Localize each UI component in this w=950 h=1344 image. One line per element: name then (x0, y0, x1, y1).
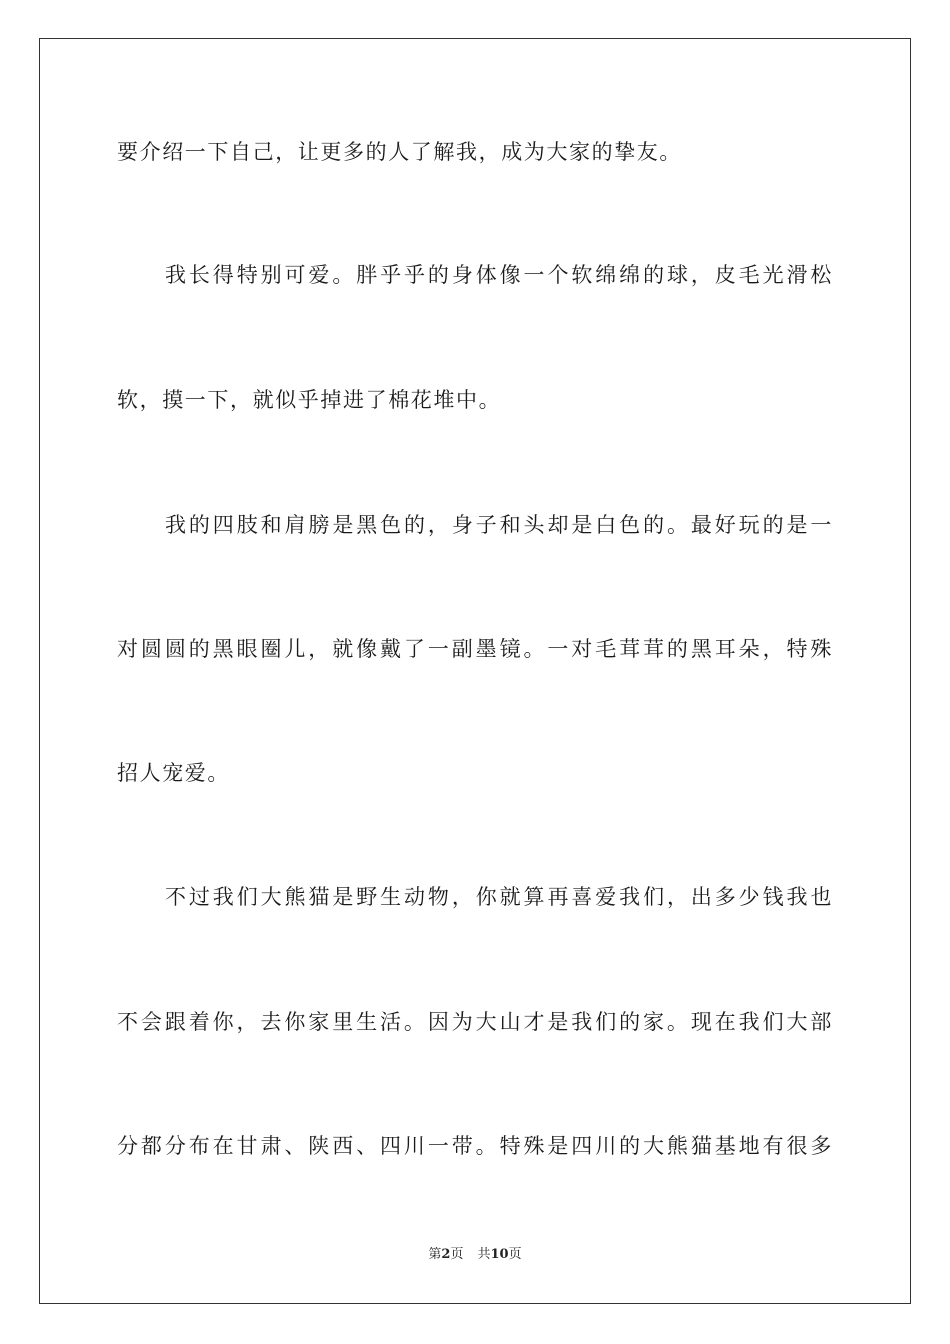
footer-total-pages: 10 (490, 1247, 509, 1262)
text-line-9: 分都分布在甘肃、陕西、四川一带。特殊是四川的大熊猫基地有很多 (117, 1134, 833, 1158)
text-line-7: 不过我们大熊猫是野生动物，你就算再喜爱我们，出多少钱我也 (165, 885, 833, 909)
text-line-1: 要介绍一下自己，让更多的人了解我，成为大家的挚友。 (117, 140, 682, 164)
text-line-6: 招人宠爱。 (117, 761, 230, 785)
text-line-8: 不会跟着你，去你家里生活。因为大山才是我们的家。现在我们大部 (117, 1010, 833, 1034)
text-line-5: 对圆圆的黑眼圈儿，就像戴了一副墨镜。一对毛茸茸的黑耳朵，特殊 (117, 637, 833, 661)
footer-total-prefix: 共 (477, 1247, 491, 1262)
text-line-4: 我的四肢和肩膀是黑色的，身子和头却是白色的。最好玩的是一 (165, 513, 833, 537)
footer-page-prefix: 第 (428, 1247, 442, 1262)
footer-total-suffix: 页 (508, 1247, 522, 1262)
page-footer (0, 1246, 950, 1264)
text-line-3: 软，摸一下，就似乎掉进了棉花堆中。 (117, 388, 502, 412)
page-border (39, 38, 911, 1304)
text-line-2: 我长得特别可爱。胖乎乎的身体像一个软绵绵的球，皮毛光滑松 (165, 263, 833, 287)
footer-page-number: 2 (441, 1247, 451, 1262)
footer-page-suffix: 页 (450, 1247, 464, 1262)
